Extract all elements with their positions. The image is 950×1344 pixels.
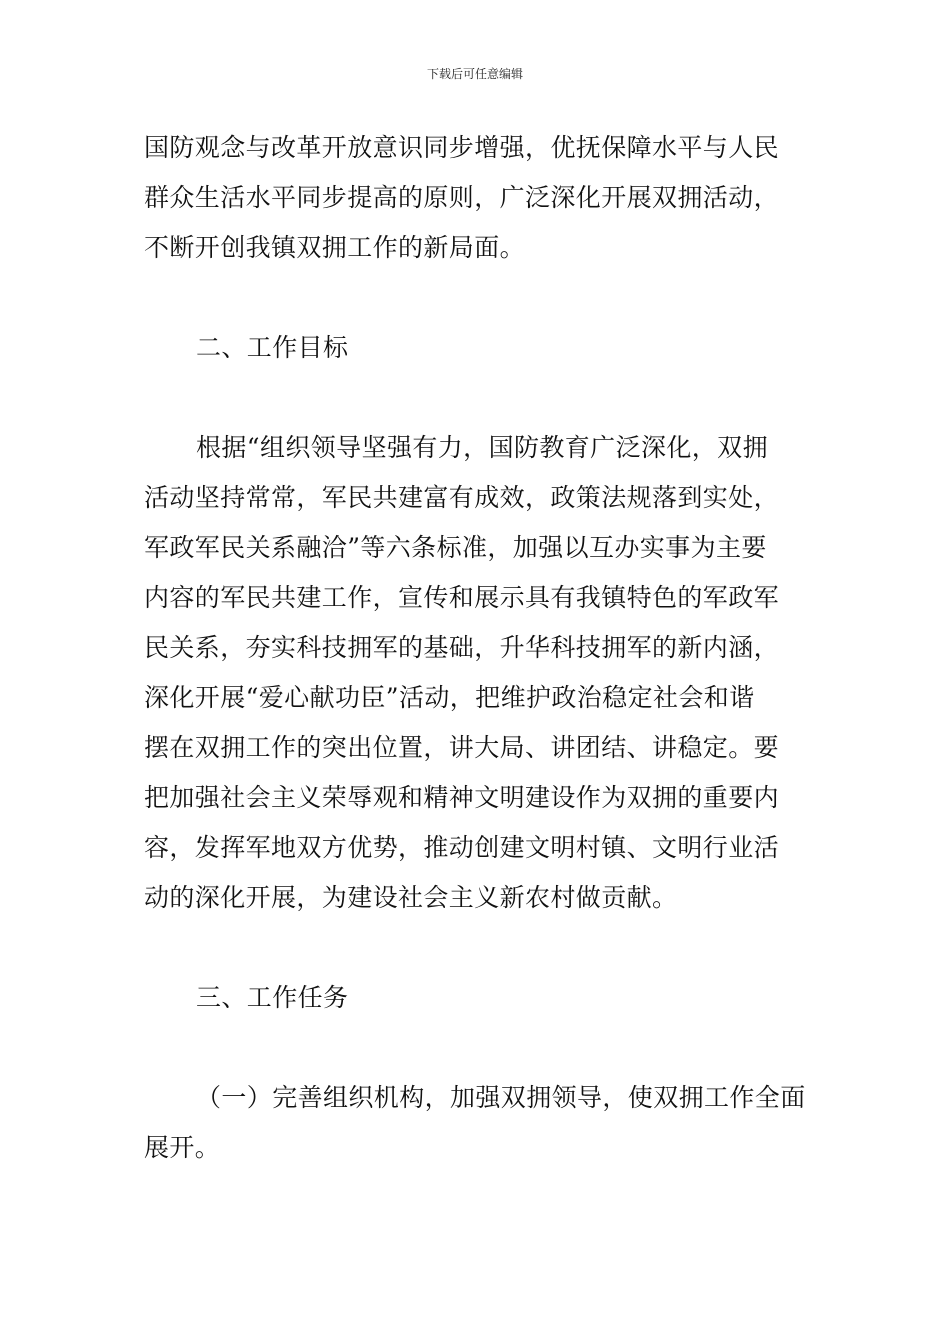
text-line: 不断开创我镇双拥工作的新局面。: [144, 233, 526, 262]
paragraph-tasks: [144, 1073, 810, 1173]
text-line: 军政军民关系融洽”等六条标准，加强以互办实事为主要: [144, 533, 767, 562]
heading-text: 二、工作目标: [196, 333, 349, 362]
text-line: 把加强社会主义荣辱观和精神文明建设作为双拥的重要内: [144, 783, 780, 812]
text-line: 活动坚持常常，军民共建富有成效，政策法规落到实处，: [144, 483, 780, 512]
header-note: 下载后可任意编辑: [426, 67, 523, 81]
text-line: 国防观念与改革开放意识同步增强，优抚保障水平与人民: [144, 133, 780, 162]
text-line: 展开。: [144, 1133, 221, 1162]
section-heading-tasks: [144, 973, 810, 1023]
text-line: 根据“组织领导坚强有力，国防教育广泛深化，双拥: [196, 433, 768, 462]
text-line: 动的深化开展，为建设社会主义新农村做贡献。: [144, 883, 678, 912]
heading-text: 三、工作任务: [196, 983, 349, 1012]
paragraph-goals: [144, 423, 810, 923]
text-line: （一）完善组织机构，加强双拥领导，使双拥工作全面: [196, 1083, 806, 1112]
section-heading-goals: [144, 323, 810, 373]
text-line: 内容的军民共建工作，宣传和展示具有我镇特色的军政军: [144, 583, 780, 612]
text-line: 摆在双拥工作的突出位置，讲大局、讲团结、讲稳定。要: [144, 733, 780, 762]
text-line: 群众生活水平同步提高的原则，广泛深化开展双拥活动，: [144, 183, 780, 212]
paragraph-principles: [144, 123, 810, 273]
text-line: 深化开展“爱心献功臣”活动，把维护政治稳定社会和谐: [144, 683, 755, 712]
text-line: 民关系，夯实科技拥军的基础，升华科技拥军的新内涵，: [144, 633, 780, 662]
text-line: 容，发挥军地双方优势，推动创建文明村镇、文明行业活: [144, 833, 780, 862]
